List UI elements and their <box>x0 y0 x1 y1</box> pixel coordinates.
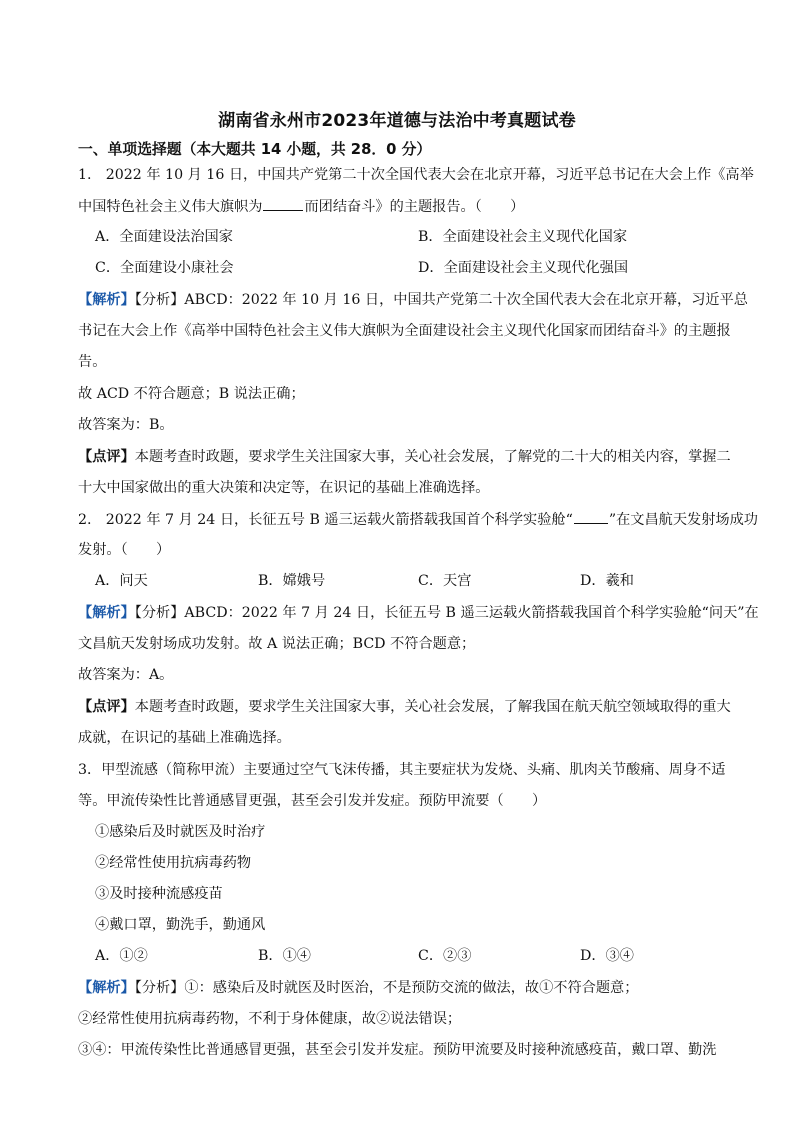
q2-stem-part-b: ”在文昌航天发射场成功 <box>608 512 758 528</box>
q1-option-b: B．全面建设社会主义现代化国家 <box>418 229 628 245</box>
q3-analysis-tag: 【解析】 <box>78 980 135 996</box>
q1-stem-line-2 <box>78 196 524 217</box>
q2-comment-tag: 【点评】 <box>78 699 135 715</box>
q3-analysis-text: 【分析】①：感染后及时就医及时医治，不是预防交流的做法，故①不符合题意； <box>134 980 639 996</box>
q2-stem-line-1 <box>78 509 758 530</box>
q3-option-a: A．①② <box>95 948 148 964</box>
q3-item-4: ④戴口罩，勤洗手，勤通风 <box>95 917 266 933</box>
q2-option-a: A．问天 <box>95 573 148 589</box>
q2-analysis-line-2: 文昌航天发射场成功发射。故 A 说法正确；BCD 不符合题意； <box>78 636 476 652</box>
q2-analysis-tag: 【解析】 <box>78 605 135 621</box>
q3-analysis-line-3: ③④：甲流传染性比普通感冒更强，甚至会引发并发症。预防甲流要及时接种流感疫苗，戴口罩、勤洗 <box>78 1042 717 1058</box>
q1-stem-line-1: 1. 2022 年 10 月 16 日，中国共产党第二十次全国代表大会在北京开幕，习近平总书记在大会上作《高举 <box>78 167 754 183</box>
q2-answer: 故答案为：A。 <box>78 667 174 683</box>
q1-option-d: D．全面建设社会主义现代化强国 <box>418 260 629 276</box>
q3-analysis-line-1 <box>78 978 638 998</box>
q3-item-2: ②经常性使用抗病毒药物 <box>95 855 252 871</box>
q2-analysis-text: 【分析】ABCD：2022 年 7 月 24 日，长征五号 B 遥三运载火箭搭载我国首个科学实验舱“问天”在 <box>134 605 759 621</box>
q1-comment-line-1 <box>78 447 731 467</box>
q1-analysis-line-1 <box>78 290 748 310</box>
q2-option-c: C．天宫 <box>418 573 472 589</box>
q2-analysis-line-1 <box>78 603 759 623</box>
q1-comment-line-2: 十大中国家做出的重大决策和决定等，在识记的基础上准确选择。 <box>78 480 490 496</box>
q3-item-1: ①感染后及时就医及时治疗 <box>95 824 266 840</box>
page-title: 湖南省永州市2023年道德与法治中考真题试卷 <box>218 111 576 131</box>
q1-analysis-line-3: 告。 <box>78 354 107 370</box>
q3-item-3: ③及时接种流感疫苗 <box>95 886 223 902</box>
q2-blank <box>574 509 608 524</box>
q3-option-d: D．③④ <box>580 948 634 964</box>
q2-stem-line-2: 发射。（ ） <box>78 542 171 558</box>
section-heading: 一、单项选择题（本大题共 14 小题，共 28．0 分） <box>78 141 432 158</box>
q1-comment-text: 本题考查时政题，要求学生关注国家大事，关心社会发展，了解党的二十大的相关内容，掌握二 <box>134 449 731 465</box>
q1-analysis-text: 【分析】ABCD：2022 年 10 月 16 日，中国共产党第二十次全国代表大会在北京开幕，习近平总 <box>134 292 748 308</box>
q3-option-c: C．②③ <box>418 948 472 964</box>
q2-comment-line-1 <box>78 697 731 717</box>
q1-conclusion: 故 ACD 不符合题意；B 说法正确； <box>78 386 305 402</box>
q2-comment-line-2: 成就，在识记的基础上准确选择。 <box>78 730 291 746</box>
q1-option-a: A．全面建设法治国家 <box>95 229 233 245</box>
q1-option-c: C．全面建设小康社会 <box>95 260 234 276</box>
q2-option-b: B．嫦娥号 <box>258 573 326 589</box>
q1-blank <box>263 196 303 211</box>
q1-stem-part-a: 中国特色社会主义伟大旗帜为 <box>78 199 263 215</box>
q1-stem-part-b: 而团结奋斗》的主题报告。（ ） <box>304 199 525 215</box>
q1-analysis-line-2: 书记在大会上作《高举中国特色社会主义伟大旗帜为全面建设社会主义现代化国家而团结奋斗》的主题报 <box>78 323 731 339</box>
q3-stem-line-2: 等。甲流传染性比普通感冒更强，甚至会引发并发症。预防甲流要（ ） <box>78 793 547 809</box>
q2-stem-part-a: 2. 2022 年 7 月 24 日，长征五号 B 遥三运载火箭搭载我国首个科学实验舱“ <box>78 512 573 528</box>
q1-comment-tag: 【点评】 <box>78 449 135 465</box>
q2-comment-text: 本题考查时政题，要求学生关注国家大事，关心社会发展，了解我国在航天航空领域取得的重大 <box>134 699 731 715</box>
q1-analysis-tag: 【解析】 <box>78 292 135 308</box>
q1-answer: 故答案为：B。 <box>78 417 174 433</box>
q2-option-d: D．羲和 <box>580 573 634 589</box>
q3-option-b: B．①④ <box>258 948 311 964</box>
q3-stem-line-1: 3．甲型流感（简称甲流）主要通过空气飞沫传播，其主要症状为发烧、头痛、肌肉关节酸痛、周身不适 <box>78 762 726 778</box>
q3-analysis-line-2: ②经常性使用抗病毒药物，不利于身体健康，故②说法错误； <box>78 1011 462 1027</box>
